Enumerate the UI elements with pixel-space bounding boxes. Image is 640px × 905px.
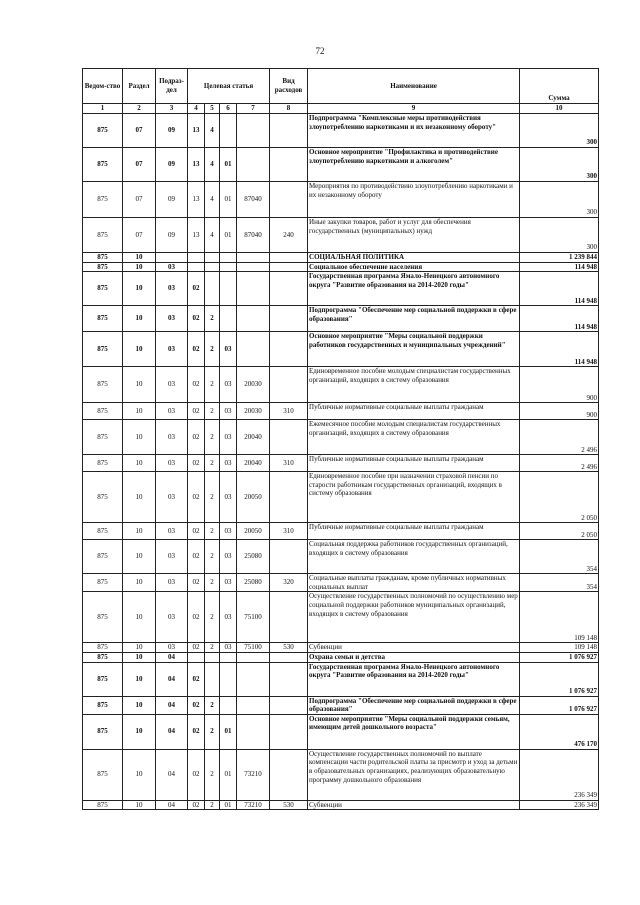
subprogram-cell: 4 bbox=[205, 182, 220, 218]
direction-cell: 20040 bbox=[237, 455, 270, 472]
subprogram-cell: 2 bbox=[205, 749, 220, 800]
event-cell: 03 bbox=[220, 367, 237, 403]
event-cell bbox=[220, 662, 237, 696]
sum-cell: 2 496 bbox=[520, 455, 599, 472]
sum-cell: 300 bbox=[520, 148, 599, 182]
vid-cell bbox=[270, 714, 308, 749]
podrazdel-cell: 03 bbox=[156, 455, 188, 472]
podrazdel-cell: 03 bbox=[156, 574, 188, 592]
vid-cell bbox=[270, 262, 308, 272]
event-cell bbox=[220, 253, 237, 263]
vedomstvo-cell: 875 bbox=[83, 592, 123, 643]
razdel-cell: 10 bbox=[123, 800, 156, 810]
razdel-cell: 10 bbox=[123, 523, 156, 540]
vedomstvo-cell: 875 bbox=[83, 523, 123, 540]
direction-cell bbox=[237, 272, 270, 306]
direction-cell: 73210 bbox=[237, 749, 270, 800]
event-cell bbox=[220, 272, 237, 306]
budget-table bbox=[82, 68, 599, 810]
event-cell: 03 bbox=[220, 403, 237, 420]
program-cell: 02 bbox=[188, 592, 205, 643]
event-cell: 01 bbox=[220, 800, 237, 810]
table-row bbox=[83, 332, 599, 367]
direction-cell bbox=[237, 652, 270, 662]
table-row bbox=[83, 592, 599, 643]
direction-cell bbox=[237, 306, 270, 332]
razdel-cell: 10 bbox=[123, 652, 156, 662]
table-row bbox=[83, 749, 599, 800]
table-row bbox=[83, 148, 599, 182]
vid-cell bbox=[270, 253, 308, 263]
column-number: 6 bbox=[220, 104, 237, 114]
program-cell: 02 bbox=[188, 800, 205, 810]
event-cell: 01 bbox=[220, 148, 237, 182]
sum-cell: 300 bbox=[520, 114, 599, 148]
subprogram-cell: 4 bbox=[205, 148, 220, 182]
direction-cell: 75100 bbox=[237, 592, 270, 643]
table-row bbox=[83, 114, 599, 148]
direction-cell: 75100 bbox=[237, 643, 270, 653]
page-number: 72 bbox=[315, 46, 325, 56]
event-cell: 03 bbox=[220, 332, 237, 367]
sum-cell: 300 bbox=[520, 182, 599, 218]
vedomstvo-cell: 875 bbox=[83, 800, 123, 810]
table-row bbox=[83, 696, 599, 714]
vid-cell bbox=[270, 540, 308, 574]
razdel-cell: 10 bbox=[123, 714, 156, 749]
table-row bbox=[83, 218, 599, 253]
vid-cell: 320 bbox=[270, 574, 308, 592]
program-cell: 02 bbox=[188, 367, 205, 403]
direction-cell: 73210 bbox=[237, 800, 270, 810]
subprogram-cell: 2 bbox=[205, 472, 220, 523]
vid-cell: 310 bbox=[270, 403, 308, 420]
program-cell: 13 bbox=[188, 218, 205, 253]
sum-cell: 1 076 927 bbox=[520, 662, 599, 696]
name-cell: Иные закупки товаров, работ и услуг для обеспечения государственных (муниципальных) нужд bbox=[308, 218, 520, 253]
sum-cell: 300 bbox=[520, 218, 599, 253]
table-row bbox=[83, 662, 599, 696]
event-cell bbox=[220, 114, 237, 148]
razdel-cell: 10 bbox=[123, 403, 156, 420]
program-cell bbox=[188, 253, 205, 263]
event-cell bbox=[220, 262, 237, 272]
event-cell: 03 bbox=[220, 523, 237, 540]
program-cell: 02 bbox=[188, 332, 205, 367]
sum-cell: 900 bbox=[520, 403, 599, 420]
direction-cell: 20030 bbox=[237, 403, 270, 420]
table-body bbox=[83, 114, 599, 810]
event-cell: 01 bbox=[220, 749, 237, 800]
razdel-cell: 10 bbox=[123, 455, 156, 472]
program-cell: 02 bbox=[188, 306, 205, 332]
vid-cell bbox=[270, 272, 308, 306]
header-summa: Сумма bbox=[520, 69, 599, 104]
vid-cell: 530 bbox=[270, 800, 308, 810]
table-row bbox=[83, 800, 599, 810]
vedomstvo-cell: 875 bbox=[83, 218, 123, 253]
event-cell: 01 bbox=[220, 218, 237, 253]
column-number: 7 bbox=[237, 104, 270, 114]
subprogram-cell: 2 bbox=[205, 523, 220, 540]
program-cell: 02 bbox=[188, 523, 205, 540]
sum-cell: 114 948 bbox=[520, 272, 599, 306]
table-row bbox=[83, 367, 599, 403]
direction-cell: 87040 bbox=[237, 218, 270, 253]
razdel-cell: 10 bbox=[123, 272, 156, 306]
podrazdel-cell: 04 bbox=[156, 662, 188, 696]
podrazdel-cell: 03 bbox=[156, 332, 188, 367]
razdel-cell: 10 bbox=[123, 472, 156, 523]
column-number: 10 bbox=[520, 104, 599, 114]
event-cell bbox=[220, 306, 237, 332]
column-number: 9 bbox=[308, 104, 520, 114]
razdel-cell: 10 bbox=[123, 574, 156, 592]
vedomstvo-cell: 875 bbox=[83, 272, 123, 306]
name-cell: Ежемесячное пособие молодым специалистам государственных организаций, входящих в систему образования bbox=[308, 420, 520, 455]
razdel-cell: 10 bbox=[123, 540, 156, 574]
name-cell: Единовременное пособие при назначении страховой пенсии по старости работникам государственных организаций, входящих в систему образования bbox=[308, 472, 520, 523]
vedomstvo-cell: 875 bbox=[83, 455, 123, 472]
vedomstvo-cell: 875 bbox=[83, 332, 123, 367]
table-row bbox=[83, 182, 599, 218]
name-cell: Подпрограмма "Комплексные меры противодействия злоупотреблению наркотиками и их незаконному обороту" bbox=[308, 114, 520, 148]
vedomstvo-cell: 875 bbox=[83, 662, 123, 696]
name-cell: Субвенции bbox=[308, 643, 520, 653]
razdel-cell: 10 bbox=[123, 367, 156, 403]
name-cell: Мероприятия по противодействию злоупотреблению наркотиками и их незаконному обороту bbox=[308, 182, 520, 218]
name-cell: Государственная программа Ямало-Ненецкого автономного округа "Развитие образования на 2014-2020 годы" bbox=[308, 662, 520, 696]
subprogram-cell bbox=[205, 262, 220, 272]
subprogram-cell: 4 bbox=[205, 218, 220, 253]
subprogram-cell bbox=[205, 272, 220, 306]
direction-cell bbox=[237, 662, 270, 696]
table-row bbox=[83, 262, 599, 272]
subprogram-cell: 2 bbox=[205, 592, 220, 643]
sum-cell: 114 948 bbox=[520, 306, 599, 332]
subprogram-cell bbox=[205, 662, 220, 696]
event-cell: 03 bbox=[220, 592, 237, 643]
event-cell: 03 bbox=[220, 455, 237, 472]
program-cell: 02 bbox=[188, 472, 205, 523]
direction-cell: 20050 bbox=[237, 472, 270, 523]
column-number: 4 bbox=[188, 104, 205, 114]
program-cell: 02 bbox=[188, 540, 205, 574]
table-row bbox=[83, 253, 599, 263]
program-cell: 02 bbox=[188, 403, 205, 420]
event-cell: 03 bbox=[220, 574, 237, 592]
subprogram-cell: 4 bbox=[205, 114, 220, 148]
header-razdel: Раздел bbox=[123, 69, 156, 104]
name-cell: Субвенции bbox=[308, 800, 520, 810]
event-cell bbox=[220, 696, 237, 714]
sum-cell: 236 349 bbox=[520, 800, 599, 810]
podrazdel-cell: 03 bbox=[156, 420, 188, 455]
sum-cell: 114 948 bbox=[520, 332, 599, 367]
name-cell: Публичные нормативные социальные выплаты гражданам bbox=[308, 403, 520, 420]
podrazdel-cell: 04 bbox=[156, 749, 188, 800]
vedomstvo-cell: 875 bbox=[83, 367, 123, 403]
event-cell bbox=[220, 652, 237, 662]
table-row bbox=[83, 643, 599, 653]
vid-cell bbox=[270, 472, 308, 523]
razdel-cell: 10 bbox=[123, 592, 156, 643]
program-cell: 13 bbox=[188, 114, 205, 148]
razdel-cell: 07 bbox=[123, 218, 156, 253]
vid-cell bbox=[270, 662, 308, 696]
vedomstvo-cell: 875 bbox=[83, 472, 123, 523]
table-row bbox=[83, 652, 599, 662]
vid-cell bbox=[270, 332, 308, 367]
subprogram-cell: 2 bbox=[205, 574, 220, 592]
vedomstvo-cell: 875 bbox=[83, 148, 123, 182]
program-cell: 02 bbox=[188, 272, 205, 306]
name-cell: Единовременное пособие молодым специалистам государственных организаций, входящих в систему образования bbox=[308, 367, 520, 403]
vid-cell: 530 bbox=[270, 643, 308, 653]
subprogram-cell bbox=[205, 253, 220, 263]
vedomstvo-cell: 875 bbox=[83, 262, 123, 272]
vid-cell bbox=[270, 114, 308, 148]
sum-cell: 1 076 927 bbox=[520, 696, 599, 714]
subprogram-cell bbox=[205, 652, 220, 662]
column-number: 5 bbox=[205, 104, 220, 114]
name-cell: Публичные нормативные социальные выплаты гражданам bbox=[308, 523, 520, 540]
direction-cell bbox=[237, 253, 270, 263]
program-cell bbox=[188, 262, 205, 272]
sum-cell: 476 170 bbox=[520, 714, 599, 749]
header-celevaya-statya: Целевая статья bbox=[188, 69, 270, 104]
table-row bbox=[83, 523, 599, 540]
table-row bbox=[83, 420, 599, 455]
sum-cell: 900 bbox=[520, 367, 599, 403]
direction-cell: 87040 bbox=[237, 182, 270, 218]
sum-cell: 354 bbox=[520, 574, 599, 592]
vedomstvo-cell: 875 bbox=[83, 114, 123, 148]
direction-cell bbox=[237, 714, 270, 749]
vid-cell bbox=[270, 420, 308, 455]
podrazdel-cell: 03 bbox=[156, 367, 188, 403]
event-cell: 01 bbox=[220, 714, 237, 749]
razdel-cell: 10 bbox=[123, 306, 156, 332]
subprogram-cell: 2 bbox=[205, 696, 220, 714]
header-naimenovanie: Наименование bbox=[308, 69, 520, 104]
vedomstvo-cell: 875 bbox=[83, 253, 123, 263]
header-podrazdel: Подраз-дел bbox=[156, 69, 188, 104]
vedomstvo-cell: 875 bbox=[83, 306, 123, 332]
subprogram-cell: 2 bbox=[205, 714, 220, 749]
podrazdel-cell: 03 bbox=[156, 403, 188, 420]
vid-cell: 240 bbox=[270, 218, 308, 253]
vid-cell bbox=[270, 148, 308, 182]
podrazdel-cell: 03 bbox=[156, 592, 188, 643]
table-row bbox=[83, 540, 599, 574]
vid-cell bbox=[270, 306, 308, 332]
direction-cell: 20040 bbox=[237, 420, 270, 455]
vid-cell bbox=[270, 696, 308, 714]
program-cell: 02 bbox=[188, 662, 205, 696]
header-vid-raskhodov: Вид расходов bbox=[270, 69, 308, 104]
column-number: 8 bbox=[270, 104, 308, 114]
program-cell bbox=[188, 652, 205, 662]
program-cell: 02 bbox=[188, 696, 205, 714]
podrazdel-cell: 03 bbox=[156, 540, 188, 574]
table-row bbox=[83, 574, 599, 592]
vedomstvo-cell: 875 bbox=[83, 182, 123, 218]
vedomstvo-cell: 875 bbox=[83, 714, 123, 749]
event-cell: 01 bbox=[220, 182, 237, 218]
podrazdel-cell: 04 bbox=[156, 652, 188, 662]
table-row bbox=[83, 714, 599, 749]
table-row bbox=[83, 272, 599, 306]
razdel-cell: 10 bbox=[123, 696, 156, 714]
podrazdel-cell: 04 bbox=[156, 714, 188, 749]
program-cell: 13 bbox=[188, 148, 205, 182]
vedomstvo-cell: 875 bbox=[83, 403, 123, 420]
subprogram-cell: 2 bbox=[205, 367, 220, 403]
sum-cell: 1 076 927 bbox=[520, 652, 599, 662]
vedomstvo-cell: 875 bbox=[83, 420, 123, 455]
event-cell: 03 bbox=[220, 540, 237, 574]
vedomstvo-cell: 875 bbox=[83, 696, 123, 714]
subprogram-cell: 2 bbox=[205, 800, 220, 810]
sum-cell: 109 148 bbox=[520, 643, 599, 653]
podrazdel-cell: 04 bbox=[156, 800, 188, 810]
podrazdel-cell: 03 bbox=[156, 643, 188, 653]
name-cell: Государственная программа Ямало-Ненецкого автономного округа "Развитие образования на 2014-2020 годы" bbox=[308, 272, 520, 306]
vid-cell bbox=[270, 182, 308, 218]
razdel-cell: 07 bbox=[123, 114, 156, 148]
name-cell: Подпрограмма "Обеспечение мер социальной поддержки в сфере образования" bbox=[308, 306, 520, 332]
column-number: 1 bbox=[83, 104, 123, 114]
subprogram-cell: 2 bbox=[205, 306, 220, 332]
podrazdel-cell: 09 bbox=[156, 148, 188, 182]
vid-cell bbox=[270, 367, 308, 403]
table-row bbox=[83, 472, 599, 523]
vid-cell bbox=[270, 749, 308, 800]
razdel-cell: 07 bbox=[123, 182, 156, 218]
column-number-row bbox=[83, 104, 599, 114]
name-cell: Основное мероприятие "Меры социальной поддержки семьям, имеющим детей дошкольного возраста" bbox=[308, 714, 520, 749]
column-number: 3 bbox=[156, 104, 188, 114]
direction-cell: 20030 bbox=[237, 367, 270, 403]
podrazdel-cell bbox=[156, 253, 188, 263]
subprogram-cell: 2 bbox=[205, 455, 220, 472]
vid-cell: 310 bbox=[270, 455, 308, 472]
vid-cell: 310 bbox=[270, 523, 308, 540]
vedomstvo-cell: 875 bbox=[83, 749, 123, 800]
razdel-cell: 10 bbox=[123, 643, 156, 653]
name-cell: Основное мероприятие "Меры социальной поддержки работников государственных и муниципальных учреждений" bbox=[308, 332, 520, 367]
razdel-cell: 10 bbox=[123, 749, 156, 800]
program-cell: 02 bbox=[188, 574, 205, 592]
event-cell: 03 bbox=[220, 643, 237, 653]
name-cell: Охрана семьи и детства bbox=[308, 652, 520, 662]
sum-cell: 114 948 bbox=[520, 262, 599, 272]
vedomstvo-cell: 875 bbox=[83, 540, 123, 574]
vedomstvo-cell: 875 bbox=[83, 643, 123, 653]
direction-cell bbox=[237, 114, 270, 148]
podrazdel-cell: 09 bbox=[156, 218, 188, 253]
event-cell: 03 bbox=[220, 472, 237, 523]
name-cell: СОЦИАЛЬНАЯ ПОЛИТИКА bbox=[308, 253, 520, 263]
podrazdel-cell: 03 bbox=[156, 523, 188, 540]
razdel-cell: 07 bbox=[123, 148, 156, 182]
direction-cell bbox=[237, 332, 270, 367]
program-cell: 02 bbox=[188, 749, 205, 800]
program-cell: 02 bbox=[188, 714, 205, 749]
vedomstvo-cell: 875 bbox=[83, 652, 123, 662]
vedomstvo-cell: 875 bbox=[83, 574, 123, 592]
podrazdel-cell: 09 bbox=[156, 114, 188, 148]
name-cell: Социальные выплаты гражданам, кроме публичных нормативных социальных выплат bbox=[308, 574, 520, 592]
sum-cell: 236 349 bbox=[520, 749, 599, 800]
razdel-cell: 10 bbox=[123, 253, 156, 263]
podrazdel-cell: 09 bbox=[156, 182, 188, 218]
sum-cell: 109 148 bbox=[520, 592, 599, 643]
name-cell: Подпрограмма "Обеспечение мер социальной поддержки в сфере образования" bbox=[308, 696, 520, 714]
razdel-cell: 10 bbox=[123, 662, 156, 696]
program-cell: 13 bbox=[188, 182, 205, 218]
name-cell: Социальная поддержка работников государственных организаций, входящих в систему образования bbox=[308, 540, 520, 574]
podrazdel-cell: 03 bbox=[156, 306, 188, 332]
subprogram-cell: 2 bbox=[205, 403, 220, 420]
podrazdel-cell: 03 bbox=[156, 272, 188, 306]
podrazdel-cell: 03 bbox=[156, 472, 188, 523]
podrazdel-cell: 03 bbox=[156, 262, 188, 272]
program-cell: 02 bbox=[188, 643, 205, 653]
subprogram-cell: 2 bbox=[205, 643, 220, 653]
table-row bbox=[83, 403, 599, 420]
direction-cell bbox=[237, 148, 270, 182]
subprogram-cell: 2 bbox=[205, 540, 220, 574]
column-number: 2 bbox=[123, 104, 156, 114]
subprogram-cell: 2 bbox=[205, 420, 220, 455]
subprogram-cell: 2 bbox=[205, 332, 220, 367]
name-cell: Осуществление государственных полномочий по осуществлению мер социальной поддержки работников муниципальных организаций, входящих в систему образования bbox=[308, 592, 520, 643]
razdel-cell: 10 bbox=[123, 332, 156, 367]
sum-cell: 2 050 bbox=[520, 472, 599, 523]
table-row bbox=[83, 306, 599, 332]
header-vedomstvo: Ведом-ство bbox=[83, 69, 123, 104]
name-cell: Осуществление государственных полномочий по выплате компенсации части родительской платы за присмотр и уход за детьми в образовательных организациях, реализующих образовательную программу дошкольного образования bbox=[308, 749, 520, 800]
vid-cell bbox=[270, 652, 308, 662]
event-cell: 03 bbox=[220, 420, 237, 455]
sum-cell: 2 496 bbox=[520, 420, 599, 455]
direction-cell: 25080 bbox=[237, 540, 270, 574]
razdel-cell: 10 bbox=[123, 420, 156, 455]
program-cell: 02 bbox=[188, 420, 205, 455]
podrazdel-cell: 04 bbox=[156, 696, 188, 714]
table-row bbox=[83, 455, 599, 472]
name-cell: Социальное обеспечение населения bbox=[308, 262, 520, 272]
sum-cell: 354 bbox=[520, 540, 599, 574]
razdel-cell: 10 bbox=[123, 262, 156, 272]
direction-cell: 20050 bbox=[237, 523, 270, 540]
direction-cell bbox=[237, 696, 270, 714]
direction-cell: 25080 bbox=[237, 574, 270, 592]
program-cell: 02 bbox=[188, 455, 205, 472]
vid-cell bbox=[270, 592, 308, 643]
sum-cell: 2 050 bbox=[520, 523, 599, 540]
direction-cell bbox=[237, 262, 270, 272]
name-cell: Публичные нормативные социальные выплаты гражданам bbox=[308, 455, 520, 472]
name-cell: Основное мероприятие "Профилактика и противодействие злоупотреблению наркотиками и алкоголем" bbox=[308, 148, 520, 182]
sum-cell: 1 239 844 bbox=[520, 253, 599, 263]
